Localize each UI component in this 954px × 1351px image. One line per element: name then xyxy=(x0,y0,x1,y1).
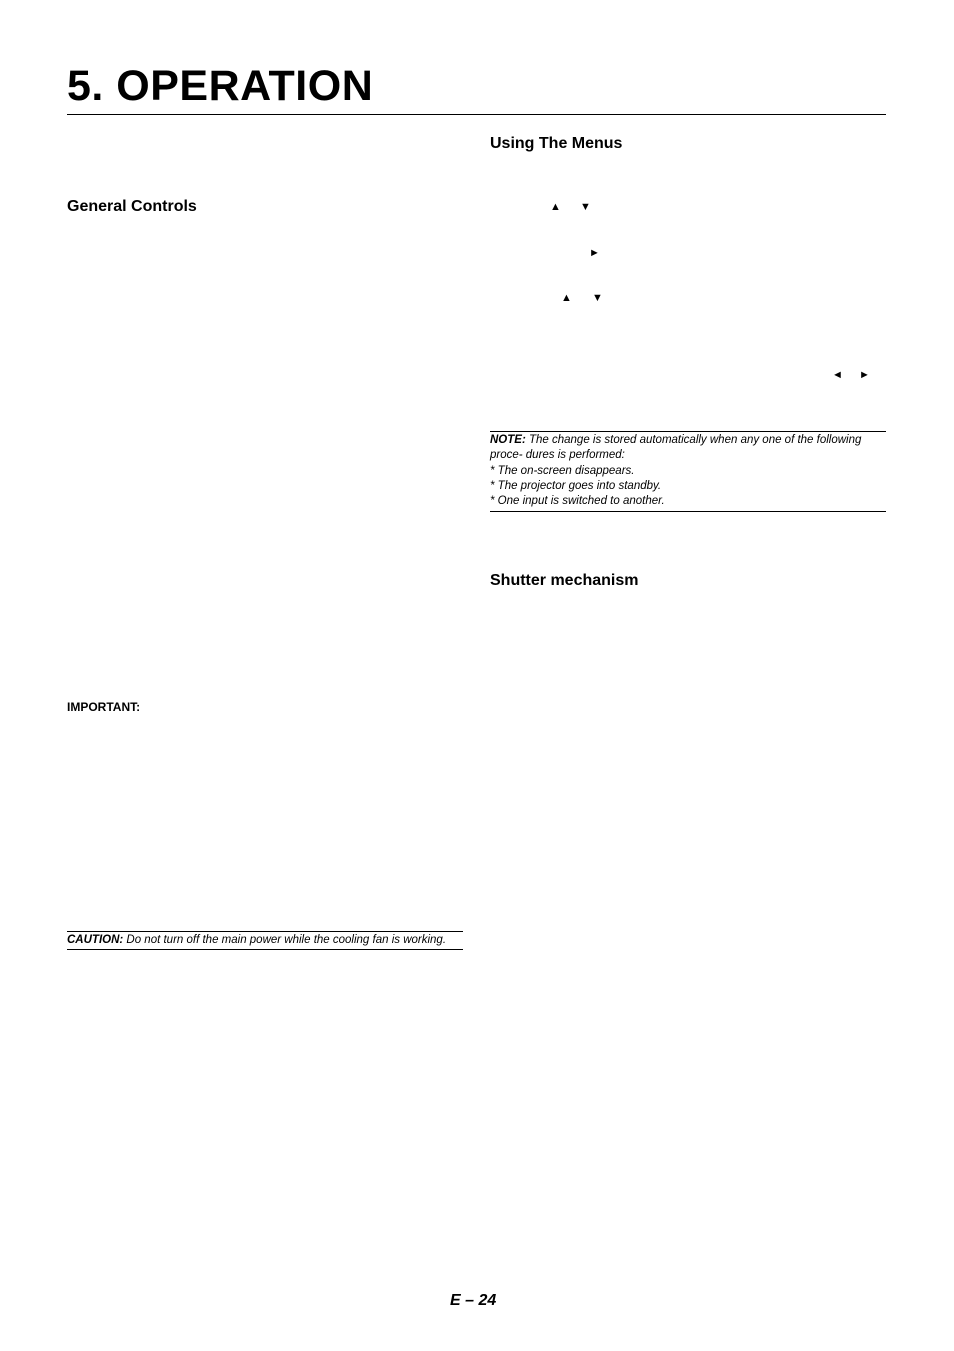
note-text: NOTE: The change is stored automatically when any one of the following proce- dures is performed: xyxy=(490,434,862,462)
right-arrow-icon: ► xyxy=(859,369,870,381)
title-divider xyxy=(67,114,886,115)
shutter-heading: Shutter mechanism xyxy=(490,572,639,589)
note-label: NOTE: xyxy=(490,434,526,446)
down-arrow-icon: ▼ xyxy=(580,201,591,213)
right-arrow-icon: ► xyxy=(589,247,600,259)
caution-text: Do not turn off the main power while the cooling fan is working. xyxy=(123,934,447,946)
note-item: * One input is switched to another. xyxy=(490,495,665,508)
up-arrow-icon: ▲ xyxy=(550,201,561,213)
up-arrow-icon: ▲ xyxy=(561,292,572,304)
note-item: * The projector goes into standby. xyxy=(490,479,662,492)
page-number: E – 24 xyxy=(450,1292,497,1309)
using-menus-heading: Using The Menus xyxy=(490,135,623,152)
caution-box xyxy=(67,931,463,950)
general-controls-heading: General Controls xyxy=(67,198,197,215)
note-item: * The on-screen disappears. xyxy=(490,464,635,477)
important-label: IMPORTANT: xyxy=(67,700,141,714)
caution-label: CAUTION: xyxy=(67,934,124,946)
left-arrow-icon: ◄ xyxy=(832,369,843,381)
note-box xyxy=(490,431,886,512)
down-arrow-icon: ▼ xyxy=(592,292,603,304)
page-title: 5. OPERATION xyxy=(67,62,374,110)
